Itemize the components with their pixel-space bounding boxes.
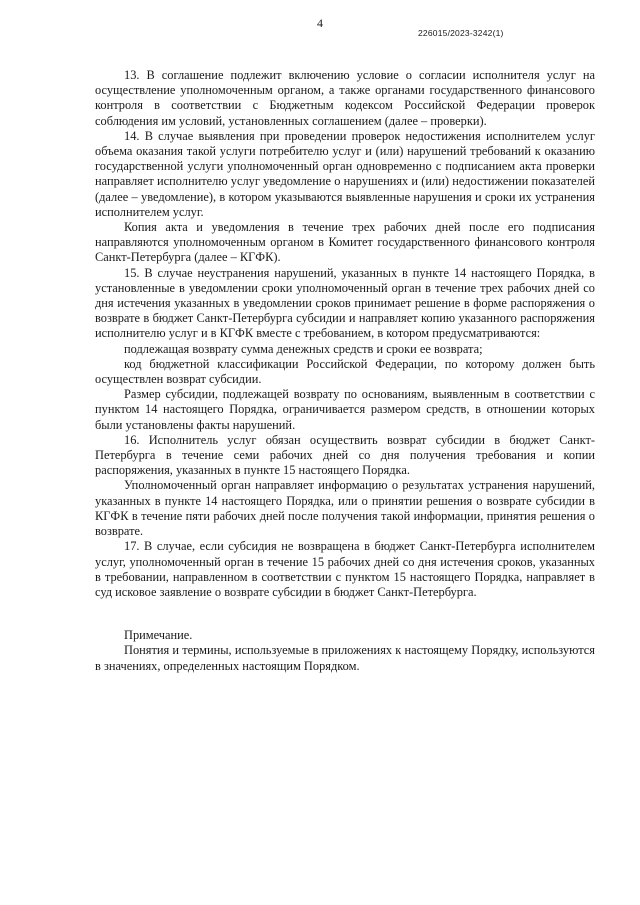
paragraph-15: 15. В случае неустранения нарушений, указанных в пункте 14 настоящего Порядка, в установленные в уведомлении сроки уполномоченный орган в течение трех рабочих дней со дня истечения указанных в уведомлении сроков принимает решение в форме распоряжения о возврате в бюджет Санкт-Петербурга субсидии и направляет копию указанного распоряжения исполнителю услуг и в КГФК вместе с требованием, в котором предусматриваются: [95, 265, 595, 341]
paragraph-16-info: Уполномоченный орган направляет информацию о результатах устранения нарушений, указанных в пункте 14 настоящего Порядка, или о принятии решения о возврате субсидии в КГФК в течение пяти рабочих дней после получения такой информации, принятия решения о возврате. [95, 478, 595, 539]
paragraph-16: 16. Исполнитель услуг обязан осуществить возврат субсидии в бюджет Санкт-Петербурга в течение семи рабочих дней со дня получения требования и копии распоряжения, указанных в пункте 15 настоящего Порядка. [95, 432, 595, 478]
paragraph-15-item-2: код бюджетной классификации Российской Федерации, по которому должен быть осуществлен возврат субсидии. [95, 356, 595, 387]
note-title: Примечание. [124, 628, 193, 643]
note-text: Понятия и термины, используемые в приложениях к настоящему Порядку, используются в значениях, определенных настоящим Порядком. [95, 643, 595, 673]
paragraph-14: 14. В случае выявления при проведении проверок недостижения исполнителем услуг объема оказания такой услуги потребителю услуг и (или) нарушений требований к оказанию государственной услуги уполномоченный орган одновременно с подписанием акта проверки направляет исполнителю услуг уведомление о нарушениях и (или) недостижении показателей (далее – уведомление), в котором указываются выявленные нарушения и сроки их устранения исполнителем услуг. [95, 128, 595, 219]
paragraph-15-item-1: подлежащая возврату сумма денежных средств и сроки ее возврата; [124, 341, 483, 356]
document-id: 226015/2023-3242(1) [418, 28, 504, 38]
paragraph-13: 13. В соглашение подлежит включению условие о согласии исполнителя услуг на осуществление уполномоченным органом, а также органами государственного финансового контроля в соответствии с Бюджетным кодексом Российской Федерации проверок соблюдения им условий, установленных соглашением (далее – проверки). [95, 68, 595, 128]
paragraph-15-limit: Размер субсидии, подлежащей возврату по основаниям, выявленным в соответствии с пунктом 14 настоящего Порядка, ограничивается размером средств, в отношении которых были установлены факты нарушений. [95, 387, 595, 432]
note-block [95, 628, 595, 674]
paragraph-14-copy: Копия акта и уведомления в течение трех рабочих дней после его подписания направляются уполномоченным органом в Комитет государственного финансового контроля Санкт-Петербурга (далее – КГФК). [95, 220, 595, 265]
page-number: 4 [317, 16, 323, 30]
document-body [95, 68, 595, 674]
paragraph-17: 17. В случае, если субсидия не возвращена в бюджет Санкт-Петербурга исполнителем услуг, уполномоченный орган в течение 15 рабочих дней со дня истечения сроков, указанных в требовании, направленном в соответствии с пунктом 15 настоящего Порядка, направляет в суд исковое заявление о возврате субсидии в бюджет Санкт-Петербурга. [95, 539, 595, 599]
